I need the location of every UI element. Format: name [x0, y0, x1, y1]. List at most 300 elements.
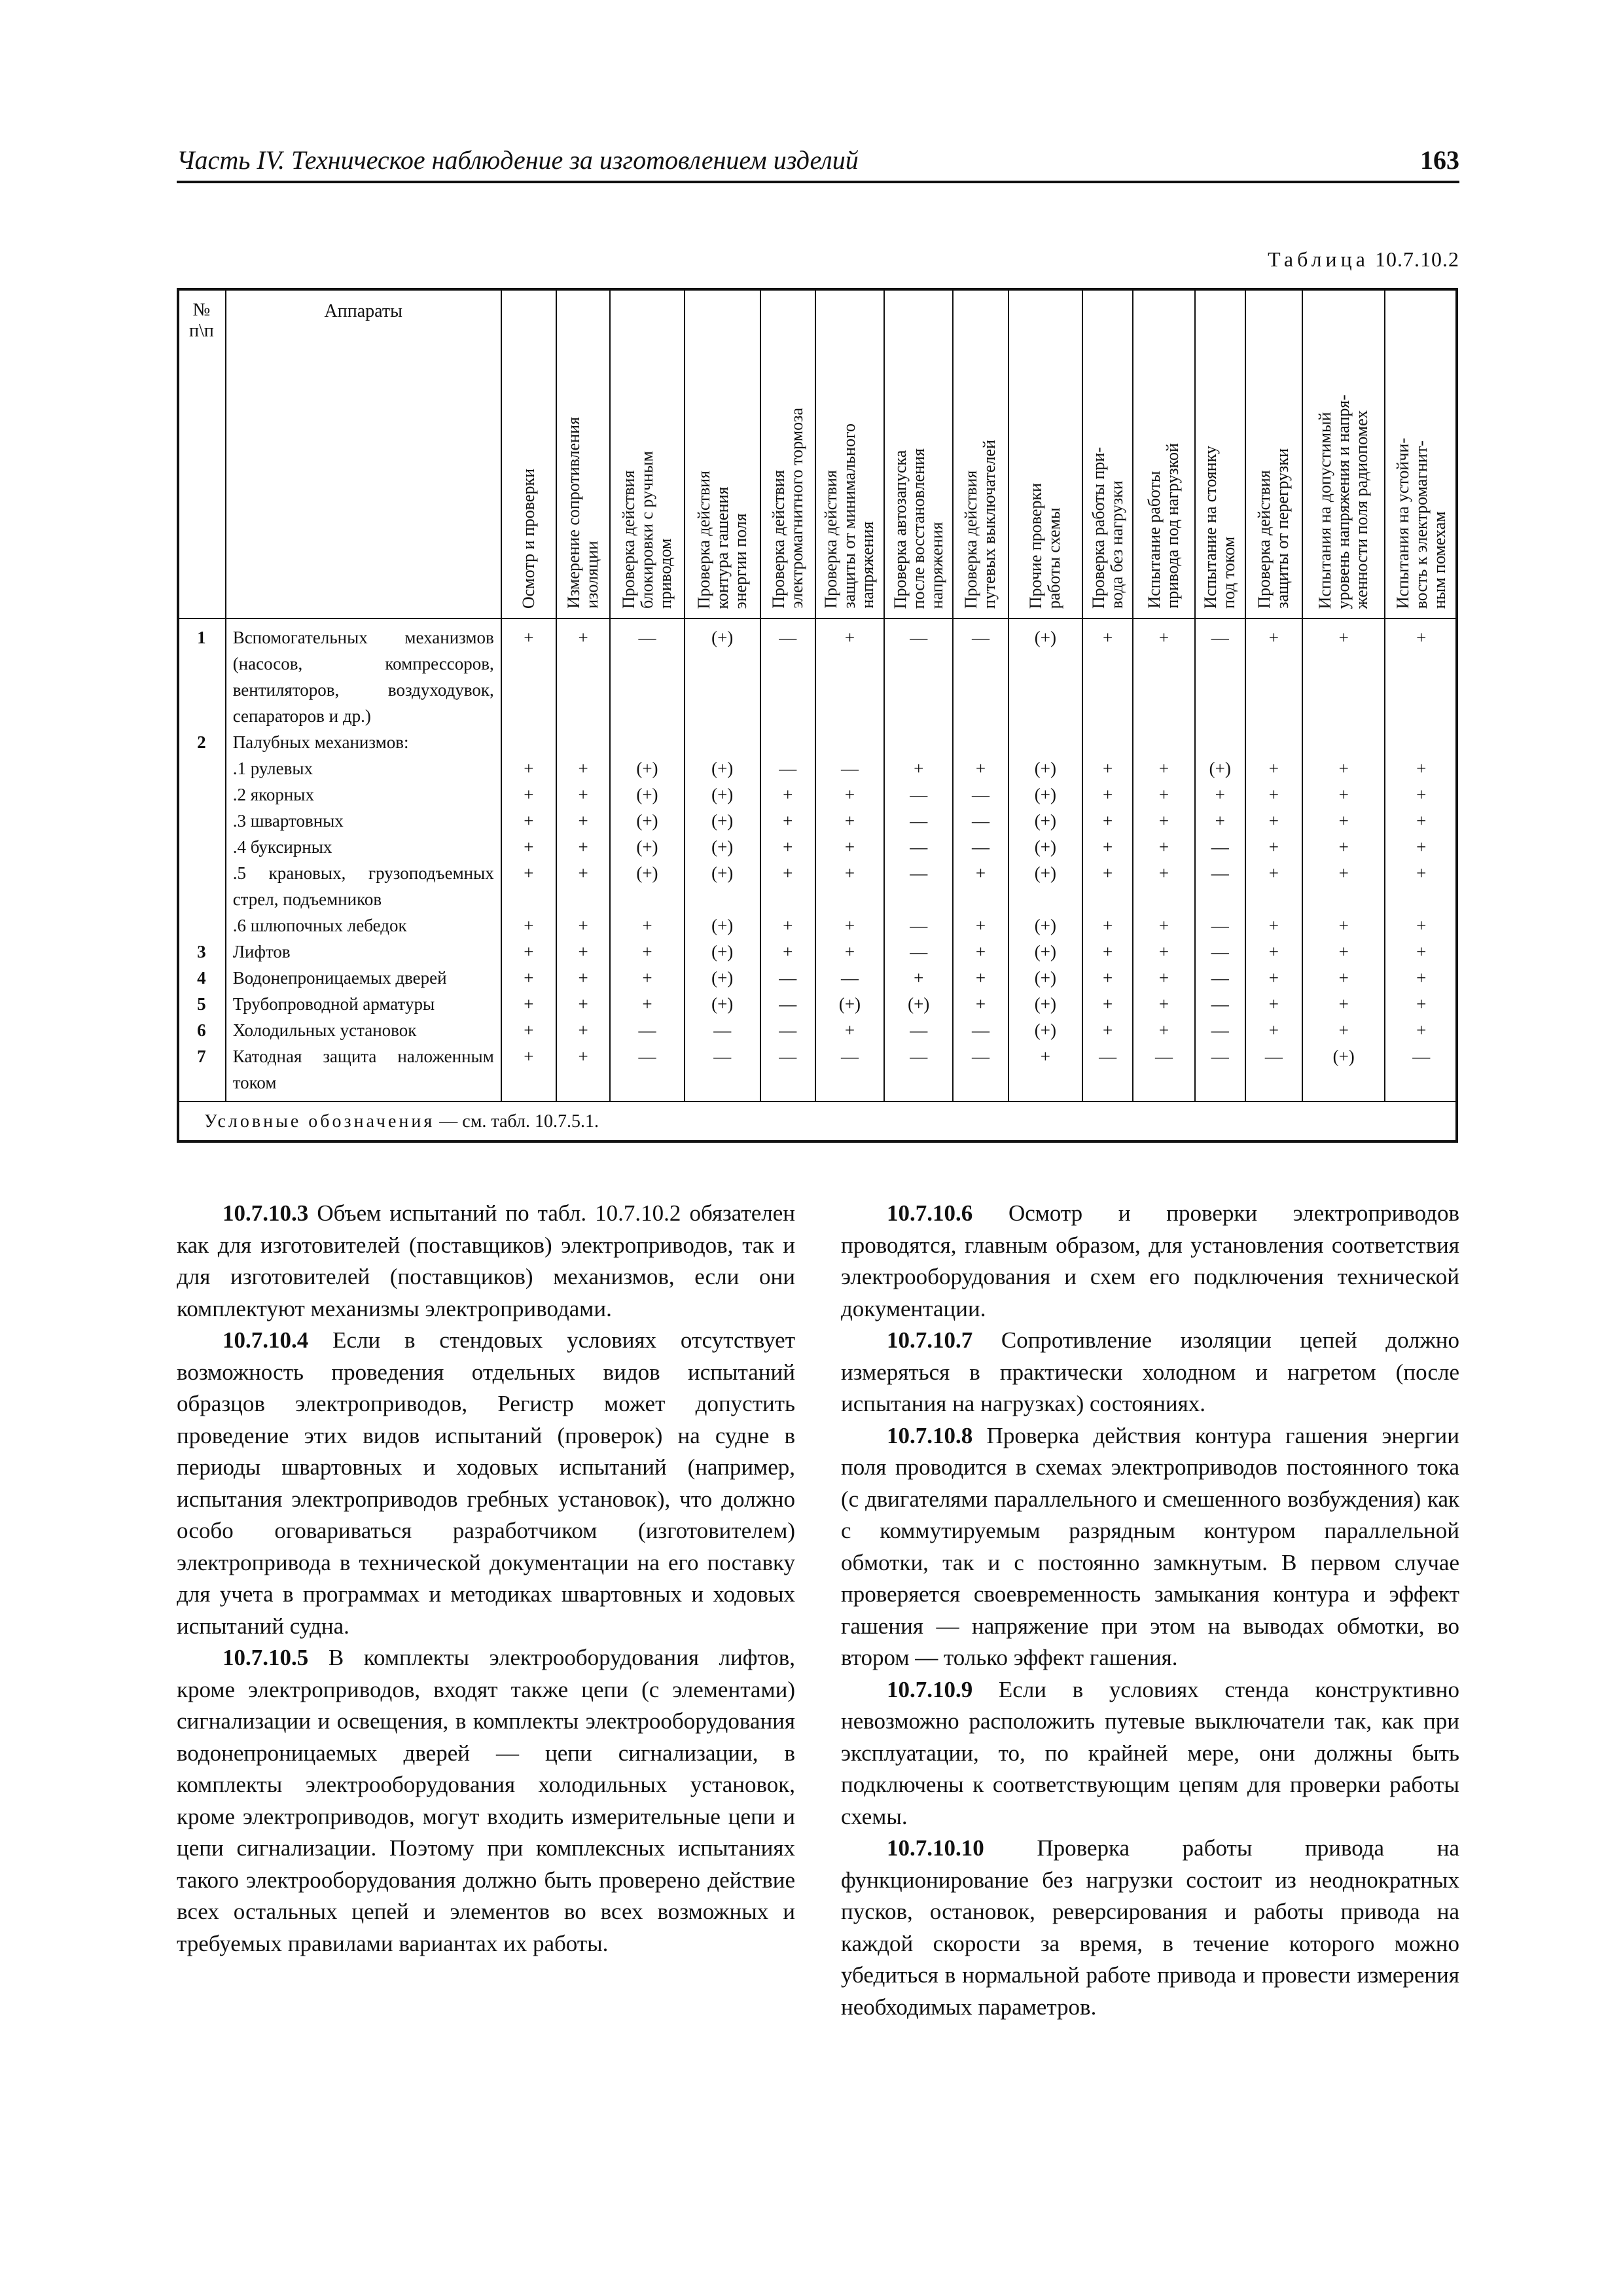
row-value-cell: [953, 729, 1008, 755]
row-value-cell: [1195, 729, 1245, 755]
row-value-cell: +: [1385, 1017, 1457, 1043]
paragraph-number: 10.7.10.9: [887, 1676, 973, 1702]
row-value-cell: +: [1082, 939, 1133, 965]
row-value-cell: —: [1195, 860, 1245, 912]
row-value-cell: (+): [685, 991, 760, 1017]
row-value-cell: +: [1245, 781, 1302, 808]
row-value-cell: [501, 729, 556, 755]
footnote-label: Условные обозначения: [204, 1111, 435, 1132]
row-value-cell: (+): [1008, 912, 1083, 939]
paragraph-10-7-10-4: [177, 1325, 795, 1642]
spacer-cell: [953, 619, 1008, 624]
column-header-2: [556, 289, 610, 619]
row-value-cell: +: [1133, 624, 1195, 729]
row-number: 3: [177, 939, 226, 965]
row-value-cell: +: [1082, 965, 1133, 991]
table-row: [177, 912, 1457, 939]
row-value-cell: +: [610, 912, 685, 939]
row-value-cell: +: [556, 912, 610, 939]
paragraph-number: 10.7.10.3: [223, 1200, 309, 1226]
paragraph-number: 10.7.10.10: [887, 1835, 984, 1861]
table-caption-word: Таблица: [1268, 247, 1369, 271]
spacer-cell: [1082, 619, 1133, 624]
spacer-cell: [953, 1096, 1008, 1102]
row-value-cell: +: [1385, 781, 1457, 808]
row-value-cell: +: [1385, 755, 1457, 781]
row-value-cell: —: [884, 939, 953, 965]
spacer-cell: [1385, 1096, 1457, 1102]
running-header-title: Часть IV. Техническое наблюдение за изготовлением изделий: [177, 145, 859, 175]
row-value-cell: —: [760, 1043, 815, 1096]
row-number: [177, 781, 226, 808]
row-number: [177, 755, 226, 781]
row-value-cell: +: [884, 755, 953, 781]
spacer-cell: [815, 1096, 884, 1102]
row-value-cell: +: [610, 939, 685, 965]
row-value-cell: +: [815, 1017, 884, 1043]
row-value-cell: —: [815, 1043, 884, 1096]
row-value-cell: +: [1385, 860, 1457, 912]
row-value-cell: +: [501, 781, 556, 808]
row-value-cell: +: [1245, 860, 1302, 912]
table-row: [177, 729, 1457, 755]
row-value-cell: +: [1302, 624, 1385, 729]
row-value-cell: +: [815, 834, 884, 860]
row-value-cell: —: [1195, 624, 1245, 729]
spacer-cell: [610, 619, 685, 624]
paragraph-text: Осмотр и проверки электроприводов проводятся, главным образом, для установления соответствия электрооборудования и схем его подключения технической документации.: [841, 1200, 1459, 1321]
column-header-5: [760, 289, 815, 619]
row-value-cell: +: [556, 860, 610, 912]
table-caption: [1268, 247, 1459, 272]
row-value-cell: —: [884, 1043, 953, 1096]
row-value-cell: +: [1133, 912, 1195, 939]
row-value-cell: +: [760, 781, 815, 808]
row-apparatus-name: .3 швартовных: [226, 808, 501, 834]
row-value-cell: +: [760, 939, 815, 965]
row-value-cell: +: [1082, 624, 1133, 729]
row-value-cell: +: [1082, 860, 1133, 912]
paragraph-10-7-10-9: [841, 1674, 1459, 1833]
row-value-cell: +: [953, 912, 1008, 939]
row-value-cell: +: [556, 1017, 610, 1043]
column-header-8: [953, 289, 1008, 619]
table-spacer-row: [177, 1096, 1457, 1102]
row-value-cell: +: [1385, 991, 1457, 1017]
row-value-cell: +: [1082, 834, 1133, 860]
table-row: [177, 939, 1457, 965]
row-value-cell: (+): [1008, 808, 1083, 834]
test-matrix-table: [177, 288, 1458, 1143]
table-footnote-row: [177, 1102, 1457, 1142]
row-value-cell: [884, 729, 953, 755]
paragraph-10-7-10-6: [841, 1198, 1459, 1325]
table-footnote: [177, 1102, 1457, 1142]
row-value-cell: +: [1133, 991, 1195, 1017]
paragraph-text: Проверка действия контура гашения энергии поля проводится в схемах электроприводов постоянного тока (с двигателями параллельного и смешенного возбуждения) как с коммутируемым разрядным контуром параллельной обмотки, так и с постоянно замкнутым. В первом случае проверяется своевременность замыкания контура и эффект гашения — напряжение при этом на выводах обмотки, во втором — только эффект гашения.: [841, 1422, 1459, 1670]
row-value-cell: (+): [1008, 939, 1083, 965]
spacer-cell: [501, 619, 556, 624]
paragraph-10-7-10-7: [841, 1325, 1459, 1420]
row-value-cell: —: [1082, 1043, 1133, 1096]
row-apparatus-name: Палубных механизмов:: [226, 729, 501, 755]
column-header-10: [1082, 289, 1133, 619]
spacer-cell: [1245, 1096, 1302, 1102]
spacer-cell: [1133, 619, 1195, 624]
row-value-cell: [1385, 729, 1457, 755]
table-row: [177, 624, 1457, 729]
row-apparatus-name: .1 рулевых: [226, 755, 501, 781]
spacer-cell: [1245, 619, 1302, 624]
row-value-cell: +: [1008, 1043, 1083, 1096]
row-value-cell: +: [1302, 912, 1385, 939]
spacer-cell: [1008, 1096, 1083, 1102]
spacer-cell: [177, 1096, 226, 1102]
row-value-cell: +: [501, 834, 556, 860]
paragraph-text: В комплекты электрооборудования лифтов, кроме электроприводов, входят также цепи (с элементами) сигнализации и освещения, в комплекты электрооборудования водонепроницаемых дверей — цепи сигнализации, в комплекты электрооборудования холодильных установок, кроме электроприводов, могут входить измерительные цепи и цепи сигнализации. Поэтому при комплексных испытаниях такого электрооборудования должно быть проверено действие всех остальных цепей и элементов во всех возможных и требуемых правилами вариантах их работы.: [177, 1645, 795, 1956]
footnote-text: — см. табл. 10.7.5.1.: [439, 1111, 599, 1132]
row-value-cell: +: [501, 1017, 556, 1043]
column-header-11: [1133, 289, 1195, 619]
row-value-cell: +: [1133, 965, 1195, 991]
row-value-cell: (+): [685, 834, 760, 860]
row-value-cell: +: [760, 860, 815, 912]
row-value-cell: +: [1302, 965, 1385, 991]
row-value-cell: (+): [1008, 624, 1083, 729]
row-value-cell: (+): [610, 781, 685, 808]
row-value-cell: +: [1385, 834, 1457, 860]
table-caption-number: 10.7.10.2: [1375, 247, 1459, 271]
spacer-cell: [1195, 619, 1245, 624]
spacer-cell: [1082, 1096, 1133, 1102]
row-value-cell: [1245, 729, 1302, 755]
row-value-cell: +: [1082, 1017, 1133, 1043]
column-header-15: [1385, 289, 1457, 619]
row-value-cell: +: [815, 624, 884, 729]
row-value-cell: +: [1302, 834, 1385, 860]
spacer-cell: [815, 619, 884, 624]
column-header-label: Осмотр и проверки: [518, 468, 538, 609]
paragraph-number: 10.7.10.4: [223, 1327, 309, 1353]
row-number: 1: [177, 624, 226, 729]
row-value-cell: +: [1302, 781, 1385, 808]
row-value-cell: +: [953, 860, 1008, 912]
row-value-cell: +: [556, 808, 610, 834]
row-value-cell: +: [501, 755, 556, 781]
paragraph-text: Если в стендовых условиях отсутствует возможность проведения отдельных видов испытаний образцов электроприводов, Регистр может допустить проведение этих видов испытаний (проверок) на судне в периоды швартовных и ходовых испытаний (например, испытания электроприводов гребных установок), что должно особо оговариваться разработчиком (изготовителем) электропривода в технической документации на его поставку для учета в программах и методиках швартовных и ходовых испытаний судна.: [177, 1327, 795, 1639]
row-value-cell: +: [1195, 808, 1245, 834]
column-header-9: [1008, 289, 1083, 619]
column-header-label: Проверка действия защиты от перегрузки: [1255, 448, 1293, 609]
row-value-cell: —: [760, 991, 815, 1017]
row-value-cell: +: [1133, 834, 1195, 860]
row-value-cell: (+): [685, 912, 760, 939]
row-value-cell: [760, 729, 815, 755]
row-value-cell: (+): [685, 755, 760, 781]
table-row: [177, 808, 1457, 834]
row-value-cell: +: [1133, 755, 1195, 781]
row-value-cell: —: [610, 1017, 685, 1043]
row-value-cell: +: [1245, 1017, 1302, 1043]
column-header-7: [884, 289, 953, 619]
row-value-cell: [610, 729, 685, 755]
spacer-cell: [610, 1096, 685, 1102]
spacer-cell: [177, 619, 226, 624]
row-value-cell: [1008, 729, 1083, 755]
row-value-cell: +: [556, 834, 610, 860]
row-value-cell: —: [1195, 1043, 1245, 1096]
paragraph-10-7-10-10: [841, 1833, 1459, 2023]
row-value-cell: (+): [1195, 755, 1245, 781]
row-value-cell: +: [501, 808, 556, 834]
row-number: [177, 834, 226, 860]
paragraph-number: 10.7.10.6: [887, 1200, 973, 1226]
row-value-cell: —: [953, 1043, 1008, 1096]
paragraph-number: 10.7.10.8: [887, 1422, 973, 1448]
row-apparatus-name: Вспомогательных механизмов (насосов, компрессоров, вентиляторов, воздуходувок, сепараторов и др.): [226, 624, 501, 729]
row-apparatus-name: Холодильных установок: [226, 1017, 501, 1043]
row-value-cell: (+): [610, 808, 685, 834]
row-value-cell: +: [610, 965, 685, 991]
spacer-cell: [760, 619, 815, 624]
row-value-cell: —: [1385, 1043, 1457, 1096]
row-value-cell: +: [1133, 808, 1195, 834]
row-value-cell: +: [556, 755, 610, 781]
column-header-6: [815, 289, 884, 619]
row-value-cell: +: [1245, 624, 1302, 729]
table-header-row: [177, 289, 1457, 619]
table-row: [177, 1043, 1457, 1096]
row-value-cell: +: [1082, 808, 1133, 834]
row-value-cell: —: [1195, 912, 1245, 939]
row-value-cell: —: [815, 755, 884, 781]
column-header-label: Испытания на допустимый уровень напряжения и напря- женности поля радиопомех: [1315, 394, 1372, 609]
row-value-cell: +: [1385, 939, 1457, 965]
row-value-cell: —: [1133, 1043, 1195, 1096]
row-value-cell: —: [884, 912, 953, 939]
spacer-cell: [1008, 619, 1083, 624]
row-value-cell: —: [1195, 1017, 1245, 1043]
row-value-cell: (+): [1008, 834, 1083, 860]
row-value-cell: (+): [1008, 965, 1083, 991]
spacer-cell: [884, 619, 953, 624]
row-value-cell: (+): [1008, 860, 1083, 912]
row-value-cell: +: [1302, 991, 1385, 1017]
row-number: 7: [177, 1043, 226, 1096]
row-value-cell: +: [1133, 781, 1195, 808]
row-value-cell: +: [1385, 965, 1457, 991]
row-value-cell: +: [1302, 939, 1385, 965]
row-value-cell: (+): [1008, 1017, 1083, 1043]
row-value-cell: +: [1245, 991, 1302, 1017]
row-value-cell: —: [760, 624, 815, 729]
row-value-cell: +: [1133, 860, 1195, 912]
column-header-label: Проверка работы при- вода без нагрузки: [1088, 447, 1126, 609]
column-header-4: [685, 289, 760, 619]
spacer-cell: [884, 1096, 953, 1102]
row-value-cell: (+): [685, 965, 760, 991]
table-row: [177, 860, 1457, 912]
row-value-cell: [685, 729, 760, 755]
row-value-cell: —: [884, 781, 953, 808]
row-value-cell: —: [953, 624, 1008, 729]
row-value-cell: +: [953, 939, 1008, 965]
row-value-cell: +: [1302, 808, 1385, 834]
row-value-cell: —: [685, 1043, 760, 1096]
row-value-cell: —: [884, 834, 953, 860]
row-apparatus-name: .6 шлюпочных лебедок: [226, 912, 501, 939]
row-value-cell: +: [1082, 755, 1133, 781]
paragraph-10-7-10-3: [177, 1198, 795, 1325]
row-number: [177, 808, 226, 834]
spacer-cell: [501, 1096, 556, 1102]
row-value-cell: +: [1133, 1017, 1195, 1043]
row-number: 6: [177, 1017, 226, 1043]
spacer-cell: [1385, 619, 1457, 624]
row-value-cell: (+): [610, 834, 685, 860]
row-apparatus-name: Водонепроницаемых дверей: [226, 965, 501, 991]
row-value-cell: +: [501, 624, 556, 729]
row-value-cell: (+): [610, 755, 685, 781]
column-header-label: Прочие проверки работы схемы: [1026, 482, 1064, 609]
row-value-cell: +: [953, 991, 1008, 1017]
spacer-cell: [760, 1096, 815, 1102]
table-row: [177, 1017, 1457, 1043]
table-spacer-row: [177, 619, 1457, 624]
paragraph-10-7-10-8: [841, 1420, 1459, 1674]
row-value-cell: +: [501, 991, 556, 1017]
row-value-cell: (+): [1008, 991, 1083, 1017]
row-value-cell: +: [556, 939, 610, 965]
column-header-13: [1245, 289, 1302, 619]
table-row: [177, 755, 1457, 781]
column-header-label: Испытание работы привода под нагрузкой: [1145, 443, 1183, 609]
row-value-cell: +: [1245, 912, 1302, 939]
row-apparatus-name: .5 крановых, грузоподъемных стрел, подъемников: [226, 860, 501, 912]
spacer-cell: [1302, 619, 1385, 624]
spacer-cell: [556, 1096, 610, 1102]
row-value-cell: —: [953, 834, 1008, 860]
row-value-cell: —: [760, 755, 815, 781]
row-apparatus-name: .4 буксирных: [226, 834, 501, 860]
row-value-cell: +: [1082, 991, 1133, 1017]
row-value-cell: —: [760, 965, 815, 991]
column-header-label: Проверка действия контура гашения энергии поля: [694, 470, 750, 609]
row-value-cell: +: [501, 965, 556, 991]
row-value-cell: +: [1385, 624, 1457, 729]
row-value-cell: +: [1302, 755, 1385, 781]
row-value-cell: +: [556, 624, 610, 729]
row-value-cell: [1082, 729, 1133, 755]
row-value-cell: +: [760, 808, 815, 834]
row-value-cell: +: [815, 781, 884, 808]
paragraph-number: 10.7.10.7: [887, 1327, 973, 1353]
row-value-cell: [556, 729, 610, 755]
row-value-cell: +: [1385, 912, 1457, 939]
row-apparatus-name: Трубопроводной арматуры: [226, 991, 501, 1017]
row-value-cell: +: [884, 965, 953, 991]
column-header-label: Испытание на стоянку под током: [1201, 446, 1239, 609]
row-value-cell: (+): [610, 860, 685, 912]
row-value-cell: —: [953, 808, 1008, 834]
text-column-left: [177, 1198, 795, 1960]
row-value-cell: —: [610, 624, 685, 729]
row-value-cell: +: [1385, 808, 1457, 834]
row-value-cell: —: [884, 808, 953, 834]
row-value-cell: +: [953, 965, 1008, 991]
row-apparatus-name: .2 якорных: [226, 781, 501, 808]
row-value-cell: —: [610, 1043, 685, 1096]
row-value-cell: +: [815, 912, 884, 939]
test-table: [177, 288, 1458, 1143]
row-number: [177, 912, 226, 939]
row-value-cell: +: [1245, 808, 1302, 834]
column-header-label: Проверка действия блокировки с ручным приводом: [618, 450, 675, 609]
row-value-cell: (+): [685, 860, 760, 912]
row-value-cell: [1133, 729, 1195, 755]
column-header-label: Проверка действия путевых выключателей: [961, 439, 999, 609]
paragraph-number: 10.7.10.5: [223, 1645, 309, 1670]
row-value-cell: —: [1195, 834, 1245, 860]
spacer-cell: [1195, 1096, 1245, 1102]
row-value-cell: (+): [1008, 781, 1083, 808]
column-header-1: [501, 289, 556, 619]
row-number: 5: [177, 991, 226, 1017]
column-header-label: Проверка автозапуска после восстановления напряжения: [890, 448, 946, 609]
row-value-cell: +: [760, 912, 815, 939]
row-value-cell: +: [1082, 912, 1133, 939]
row-value-cell: (+): [884, 991, 953, 1017]
row-value-cell: —: [884, 1017, 953, 1043]
row-value-cell: +: [556, 1043, 610, 1096]
paragraph-text: Объем испытаний по табл. 10.7.10.2 обязателен как для изготовителей (поставщиков) электроприводов, так и для изготовителей (поставщиков) механизмов, если они комплектуют механизмы электроприводами.: [177, 1200, 795, 1321]
row-value-cell: +: [1082, 781, 1133, 808]
row-value-cell: (+): [1008, 755, 1083, 781]
row-number: 2: [177, 729, 226, 755]
text-column-right: [841, 1198, 1459, 2023]
table-row: [177, 991, 1457, 1017]
row-value-cell: +: [501, 912, 556, 939]
row-value-cell: +: [815, 860, 884, 912]
row-apparatus-name: Лифтов: [226, 939, 501, 965]
row-value-cell: (+): [685, 808, 760, 834]
paragraph-text: Сопротивление изоляции цепей должно измеряться в практически холодном и нагретом (после испытания на нагрузках) состояниях.: [841, 1327, 1459, 1416]
row-value-cell: +: [1245, 939, 1302, 965]
row-value-cell: —: [884, 624, 953, 729]
row-value-cell: +: [1133, 939, 1195, 965]
spacer-cell: [1302, 1096, 1385, 1102]
table-row: [177, 965, 1457, 991]
page-number: 163: [1420, 145, 1459, 175]
spacer-cell: [1133, 1096, 1195, 1102]
column-header-apparatus: Аппараты: [226, 289, 501, 619]
row-value-cell: +: [1245, 755, 1302, 781]
row-value-cell: +: [501, 1043, 556, 1096]
column-header-14: [1302, 289, 1385, 619]
row-value-cell: +: [501, 860, 556, 912]
paragraph-10-7-10-5: [177, 1642, 795, 1960]
row-value-cell: —: [1195, 965, 1245, 991]
row-value-cell: —: [884, 860, 953, 912]
row-value-cell: (+): [815, 991, 884, 1017]
row-value-cell: +: [815, 808, 884, 834]
row-number: 4: [177, 965, 226, 991]
row-value-cell: +: [1302, 860, 1385, 912]
row-value-cell: (+): [685, 781, 760, 808]
spacer-cell: [226, 619, 501, 624]
column-header-label: Проверка действия защиты от минимального напряжения: [821, 423, 878, 609]
row-value-cell: (+): [685, 939, 760, 965]
